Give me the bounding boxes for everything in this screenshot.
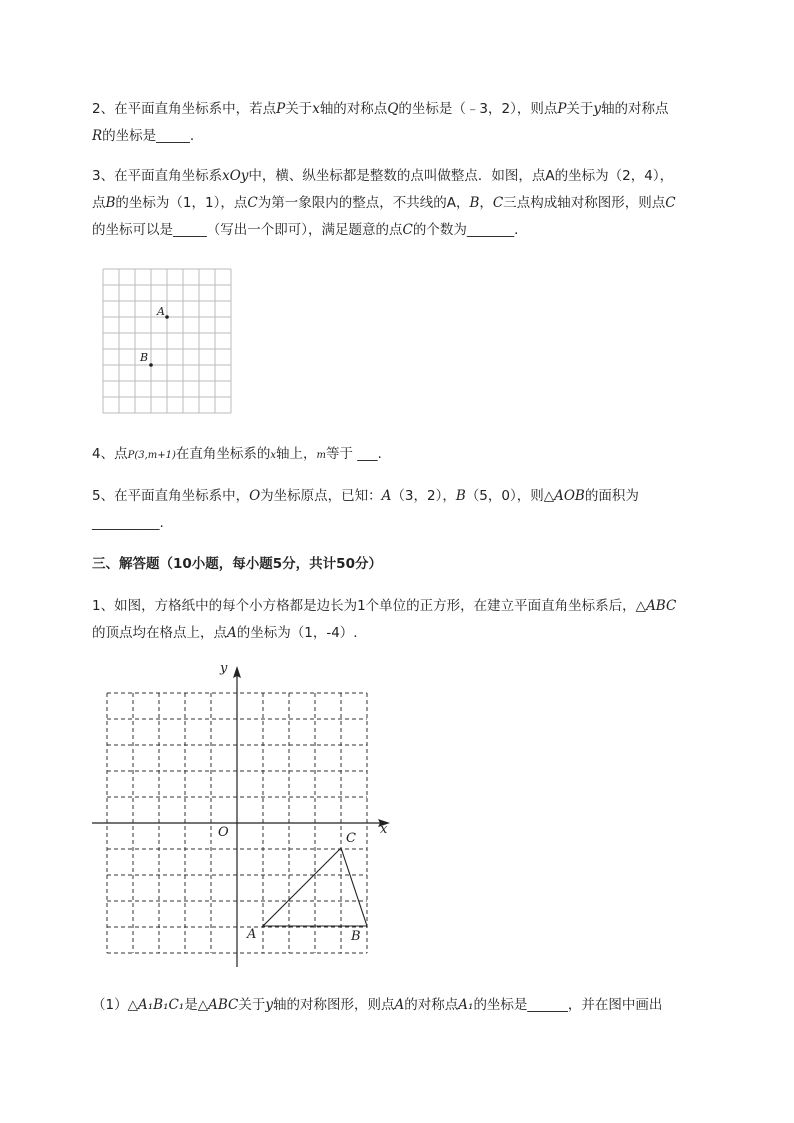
point-a: A <box>394 997 405 1013</box>
q2-text: 轴的对称点 <box>319 101 388 117</box>
q5-text: 的面积为 <box>584 488 639 504</box>
var-m: m <box>316 450 327 461</box>
q4-text: 轴上， <box>276 446 317 462</box>
q3-point-b <box>149 363 153 367</box>
q3-text: 3、在平面直角坐标系 <box>92 168 223 184</box>
q5-text: （3，2）， <box>391 488 456 504</box>
triangle-a1b1c1: A₁B₁C₁ <box>137 997 185 1013</box>
q3-text: 三点构成轴对称图形，则点 <box>503 195 666 211</box>
s1-text: 1、如图，方格纸中的每个小方格都是边长为1个单位的正方形，在建立平面直角坐标系后，△ <box>92 598 647 614</box>
label-b: B <box>351 929 361 944</box>
q5-text: __________. <box>92 515 164 531</box>
question-2 <box>92 96 752 150</box>
q3-label-b: B <box>140 351 149 364</box>
q2-text: 的坐标是（﹣3，2），则点 <box>398 101 558 117</box>
point-c: C <box>402 222 413 238</box>
q5-text: 5、在平面直角坐标系中， <box>92 488 250 504</box>
point-q: Q <box>387 101 399 117</box>
question-4 <box>92 441 752 469</box>
point-a: A <box>227 625 237 641</box>
sub1-text: 轴的对称图形，则点 <box>273 997 395 1013</box>
q3-text: 的个数为_______. <box>412 222 519 238</box>
var-x: x <box>270 450 277 461</box>
sub1-text: 的坐标是______，并在图中画出 <box>473 997 663 1013</box>
point-o: O <box>249 488 261 504</box>
q3-label-a: A <box>157 305 165 318</box>
q3-point-a <box>165 315 169 319</box>
question-3 <box>92 163 752 244</box>
question-5 <box>92 483 752 537</box>
label-c: C <box>346 831 356 846</box>
point-b: B <box>455 488 466 504</box>
point-a1: A₁ <box>458 997 474 1013</box>
q4-text: 在直角坐标系的 <box>175 446 271 462</box>
triangle-aob: AOB <box>554 488 585 504</box>
q3-text: 的坐标为（1，1），点 <box>115 195 248 211</box>
solution-question-1 <box>92 593 752 647</box>
sub1-text: （1）△ <box>92 997 138 1013</box>
label-x: x <box>380 822 388 837</box>
triangle-abc: ABC <box>208 997 239 1013</box>
q3-text: 中，横、纵坐标都是整数的点叫做整点．如图，点A的坐标为（2，4）， <box>248 168 674 184</box>
q5-text: （5，0），则△ <box>465 488 555 504</box>
point-r: R <box>92 128 103 144</box>
point-c: C <box>492 195 504 211</box>
xoy: xOy <box>222 168 249 184</box>
point-c: C <box>665 195 676 211</box>
point-a: A <box>381 488 392 504</box>
point-p-expr: P(3,m+1) <box>127 450 176 461</box>
triangle-abc-shape <box>263 848 367 926</box>
point-c: C <box>247 195 258 211</box>
triangle-abc: ABC <box>646 598 677 614</box>
s1-text: 的坐标为（1，-4）. <box>236 625 358 641</box>
label-y: y <box>220 661 228 676</box>
q5-text: 为坐标原点，已知： <box>260 488 382 504</box>
point-p: P <box>276 101 286 117</box>
q3-grid-figure <box>103 269 231 413</box>
point-b: B <box>469 195 480 211</box>
var-y: y <box>265 997 274 1013</box>
sub1-text: 关于 <box>238 997 266 1013</box>
q3-text: ， <box>479 195 493 211</box>
sub1-text: 是△ <box>184 997 209 1013</box>
label-o: O <box>218 825 229 840</box>
point-p: P <box>557 101 567 117</box>
q4-text: 4、点 <box>92 446 128 462</box>
q2-text: 关于 <box>285 101 313 117</box>
q3-text: 的坐标可以是_____（写出一个即可），满足题意的点 <box>92 222 403 238</box>
q3-grid-lines <box>103 269 231 413</box>
section-3-heading: 三、解答题（10小题，每小题5分，共计50分） <box>92 556 382 572</box>
s1-text: 的顶点均在格点上，点 <box>92 625 227 641</box>
q3-text: 点 <box>92 195 106 211</box>
var-y: y <box>593 101 602 117</box>
label-a: A <box>247 927 257 942</box>
q2-text: 的坐标是_____. <box>102 128 195 144</box>
var-x: x <box>312 101 320 117</box>
q4-text: 等于 ___. <box>326 446 382 462</box>
q2-text: 关于 <box>566 101 594 117</box>
q2-text: 2、在平面直角坐标系中，若点 <box>92 101 277 117</box>
point-b: B <box>105 195 116 211</box>
q2-text: 轴的对称点 <box>601 101 669 117</box>
q3-text: 为第一象限内的整点，不共线的A， <box>257 195 470 211</box>
sub1-text: 的对称点 <box>404 997 459 1013</box>
sub-question-1 <box>92 992 752 1019</box>
s1-coordinate-figure <box>92 660 392 970</box>
